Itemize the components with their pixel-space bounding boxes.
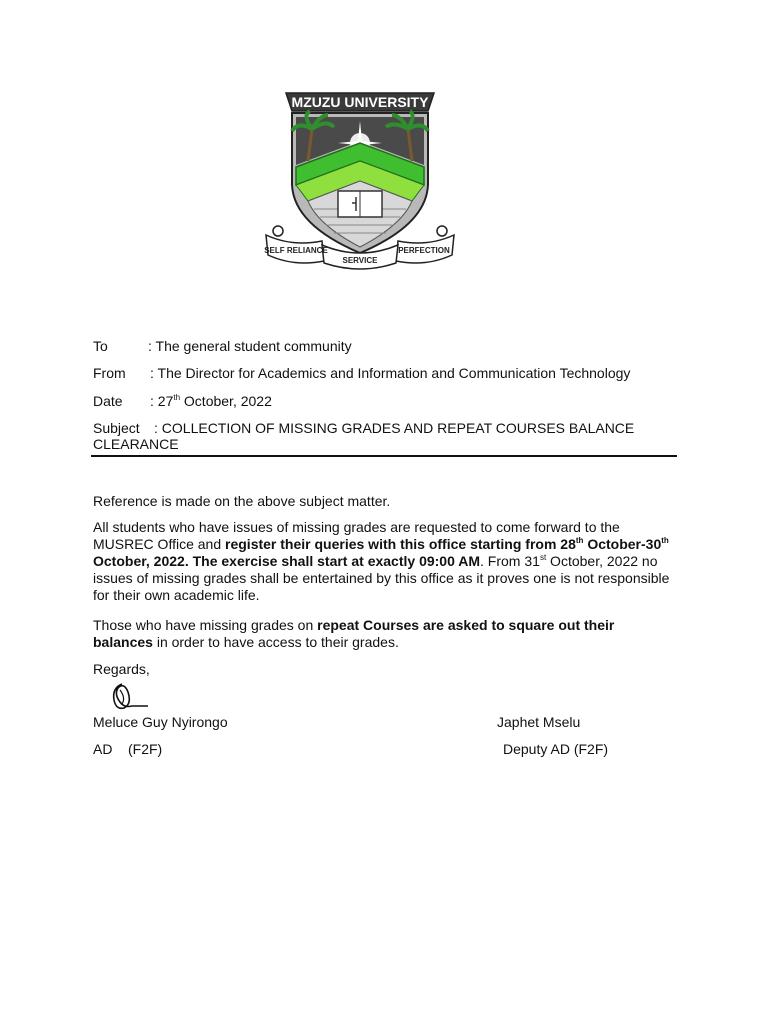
book-icon	[338, 191, 382, 217]
subject-value: : COLLECTION OF MISSING GRADES AND REPEAT COURSES BALANCE	[154, 420, 635, 436]
paragraph-reference: Reference is made on the above subject matter.	[93, 493, 391, 509]
subject-continuation: CLEARANCE	[93, 436, 179, 452]
to-label: To	[93, 338, 108, 354]
to-value: : The general student community	[148, 338, 352, 354]
university-logo	[262, 85, 458, 275]
memo-subject-row	[93, 420, 635, 436]
memo-to-row	[93, 338, 352, 354]
from-value: : The Director for Academics and Information and Communication Technology	[150, 365, 631, 381]
paragraph-repeat-courses: Those who have missing grades on repeat Courses are asked to square out their balances in order to have access to their grades.	[93, 617, 615, 650]
motto-right-text: PERFECTION	[398, 246, 450, 255]
memo-date-row	[93, 393, 272, 409]
date-value: : 27th October, 2022	[150, 393, 272, 409]
subject-label: Subject	[93, 420, 140, 436]
signatory-left-title: AD (F2F)	[93, 741, 163, 757]
signatory-right-name: Japhet Mselu	[497, 714, 581, 730]
logo-banner-text: MZUZU UNIVERSITY	[291, 94, 429, 110]
motto-left-text: SELF RELIANCE	[264, 246, 328, 255]
date-label: Date	[93, 393, 123, 409]
motto-center-text: SERVICE	[342, 256, 378, 265]
paragraph-highlight: register their queries with this office starting from 28th October-30th October, 2022. The exercise shall start at exactly 09:00 AM	[93, 536, 669, 569]
paragraph-missing-grades: All students who have issues of missing grades are requested to come forward to the MUSREC Office and register their queries with this office starting from 28th October-30th October, 2022. The exercise shall start at exactly 09:00 AM. From 31st October, 2022 no issues of missing grades shall be entertained by this office as it proves one is not responsible for their own academic life.	[93, 519, 670, 603]
header-divider	[91, 455, 677, 457]
regards-text: Regards,	[93, 661, 150, 677]
signature-mark	[108, 680, 156, 714]
signatory-left-name: Meluce Guy Nyirongo	[93, 714, 228, 730]
from-label: From	[93, 365, 126, 381]
crest-graphic	[262, 85, 458, 275]
memo-from-row	[93, 365, 631, 381]
repeat-courses-highlight: repeat Courses are asked to square out their balances	[93, 617, 615, 650]
signatory-right-title: Deputy AD (F2F)	[503, 741, 609, 757]
